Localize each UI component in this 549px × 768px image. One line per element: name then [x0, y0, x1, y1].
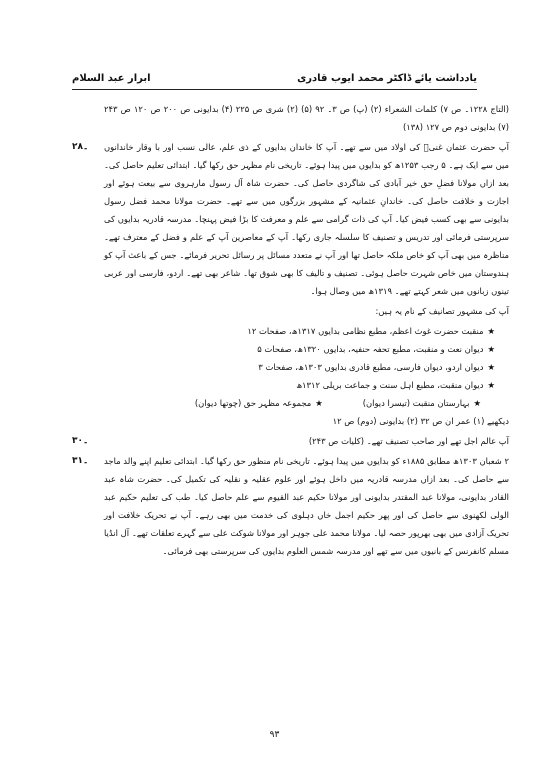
entry-number: ۲۸۔ [72, 142, 89, 152]
star-icon: ★ [315, 398, 323, 408]
entry-28 [72, 138, 509, 300]
entry-text: ۲ شعبان ۱۳۰۳ھ مطابق ۱۸۸۵ء کو بدایوں میں پیدا ہوئے۔ تاریخی نام منظور حق رکھا گیا۔ ابتدائی تعلیم اپنے والد ماجد سے حاصل کی۔ بعد ازاں مدرسہ قادریہ میں داخل ہوئے اور علوم عقلیہ و نقلیہ کی تکمیل کی۔ حضرت شاہ عبد القادر بدایونی، مولانا عبد المقتدر بدایونی اور مولانا حکیم عبد القیوم سے علم حاصل کیا۔ طب کی تعلیم حکیم عبد الولی لکھنوی سے حاصل کی اور پھر حکیم اجمل خاں دہلوی کی خدمت میں بھی رہے۔ آپ نے تحریک خلافت اور تحریک آزادی میں بھی بھرپور حصہ لیا۔ مولانا محمد علی جوہر اور مولانا شوکت علی سے گہرے تعلقات تھے۔ آل انڈیا مسلم کانفرنس کے بانیوں میں سے تھے اور مدرسہ شمس العلوم بدایوں کی سرپرستی بھی فرمائی۔ [104, 456, 509, 556]
list-item: ★دیوان نعت و منقبت، مطبع تحفہ حنفیہ، بدایوں ۱۳۲۰ھ، صفحات ۵ [257, 344, 495, 354]
list-item: ★منقبت حضرت غوث اعظم، مطبع نظامی بدایوں ۱۳۱۷ھ، صفحات ۱۲ [247, 326, 495, 336]
reference-note: دیکھیے (۱) عمر ان ص ۳۲ (۲) بدایونی (دوم) ص ۱۲ [332, 416, 509, 426]
list-intro: آپ کی مشہور تصانیف کے نام یہ ہیں: [375, 306, 509, 316]
works-list [104, 322, 509, 412]
entry-31 [72, 452, 509, 560]
entry-text: آپ عالم اجل تھے اور صاحب تصنیف تھے۔ (کلیات ص ۲۴۳) [308, 436, 509, 446]
intro-reference: (التاج ۱۲۲۸۔ ص ۷) کلمات الشعراء (۲) (پ) ص ۳۔ ۹۲ (۵) (۲) شری ص ۲۲۵ (۴) بدایونی ص ۲۰۰ ص ۱۲۰ ص ۲۴۳ (۷) بدایونی دوم ص ۱۲۷ (۱۳۸) [104, 104, 510, 132]
page-number: ۹۳ [269, 730, 280, 740]
header-right: یادداشت یائے ڈاکٹر محمد ایوب قادری [297, 72, 477, 84]
list-item: ★دیوان اردو، دیوان فارسی، مطبع قادری بدایوں ۱۳۰۳ھ، صفحات ۳ [258, 362, 495, 372]
header-rule [72, 89, 477, 90]
list-item: ★دیوان منقبت، مطبع اہل سنت و جماعت بریلی ۱۳۱۲ھ [296, 380, 495, 390]
star-icon: ★ [487, 326, 495, 336]
entry-text: آپ حضرت عثمان غنیؓ کی اولاد میں سے تھے۔ آپ کا خاندان بدایوں کے ذی علم، عالی نسب اور با وقار خاندانوں میں سے ایک ہے۔ ۵ رجب ۱۲۵۳ھ کو بدایوں میں پیدا ہوئے۔ تاریخی نام مظہر حق رکھا گیا۔ ابتدائی تعلیم حاصل کی۔ بعد ازاں مولانا فضلِ حق خیر آبادی کی شاگردی حاصل کی۔ حضرت شاہ آل رسول مارہروی سے بیعت ہوئے اور اجازت و خلافت حاصل کی۔ خاندانِ عثمانیہ کے مشہور بزرگوں میں سے تھے۔ حضرت مولانا محمد فضل رسول بدایونی سے بھی کسب فیض کیا۔ آپ کی ذات گرامی سے علم و معرفت کا بڑا فیض پہنچا۔ مدرسہ قادریہ بدایوں کی سرپرستی فرمائی اور تدریس و تصنیف کا سلسلہ جاری رکھا۔ آپ کے معاصرین آپ کے علم و فضل کے معترف تھے۔ مناظرہ میں بھی آپ کو خاص ملکہ حاصل تھا اور آپ نے متعدد مسائل پر رسائل تحریر فرمائے۔ جس کے باعث آپ کو ہندوستان میں خاص شہرت حاصل ہوئی۔ تصنیف و تالیف کا بھی شوق تھا۔ شاعر بھی تھے۔ اردو، فارسی اور عربی تینوں زبانوں میں شعر کہتے تھے۔ ۱۳۱۹ھ میں وصال ہوا۔ [104, 142, 509, 296]
entry-number: ۳۱۔ [72, 456, 89, 466]
entry-number: ۳۰۔ [72, 436, 89, 446]
star-icon: ★ [473, 398, 481, 408]
entry-30 [72, 432, 509, 450]
star-icon: ★ [487, 380, 495, 390]
running-header [72, 70, 477, 86]
star-icon: ★ [487, 362, 495, 372]
header-left: ابرار عبد السلام [72, 72, 151, 84]
star-icon: ★ [487, 344, 495, 354]
list-item-pair: ★بہارستان منقبت (تیسرا دیوان) ★مجموعہ مظہر حق (چوتھا دیوان) [194, 398, 481, 408]
page-body [72, 100, 509, 728]
